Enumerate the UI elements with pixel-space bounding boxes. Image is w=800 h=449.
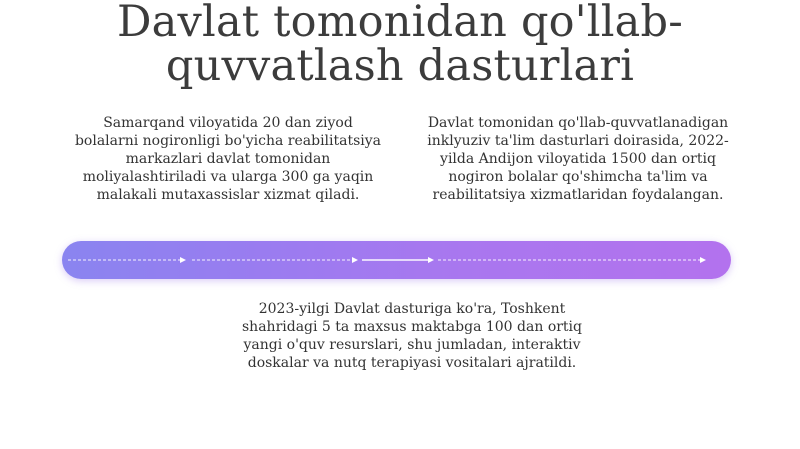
timeline-arrow-1 xyxy=(68,257,186,263)
page-title xyxy=(0,0,800,91)
timeline-arrow-3 xyxy=(362,257,434,263)
info-block-left: Samarqand viloyatida 20 dan ziyod bolalarni nogironligi bo'yicha reabilitatsiya markazlari davlat tomonidan moliyalashtiriladi va ularga 300 ga yaqin malakali mutaxassislar xizmat qiladi. xyxy=(74,115,382,203)
info-block-right: Davlat tomonidan qo'llab-quvvatlanadigan inklyuziv ta'lim dasturlari doirasida, 2022-yilda Andijon viloyatida 1500 dan ortiq nogiron bolalar qo'shimcha ta'lim va reabilitatsiya xizmatlaridan foydalangan. xyxy=(427,115,729,203)
page-title-line-1: Davlat tomonidan qo'llab- xyxy=(117,0,683,47)
timeline-arrow-2 xyxy=(192,257,358,263)
timeline-arrow-4 xyxy=(438,257,706,263)
page-title-line-2: quvvatlash dasturlari xyxy=(165,41,635,91)
timeline-arrows xyxy=(62,252,731,268)
info-block-bottom: 2023-yilgi Davlat dasturiga ko'ra, Toshkent shahridagi 5 ta maxsus maktabga 100 dan ortiq yangi o'quv resurslari, shu jumladan, interaktiv doskalar va nutq terapiyasi vositalari ajratildi. xyxy=(242,301,582,371)
